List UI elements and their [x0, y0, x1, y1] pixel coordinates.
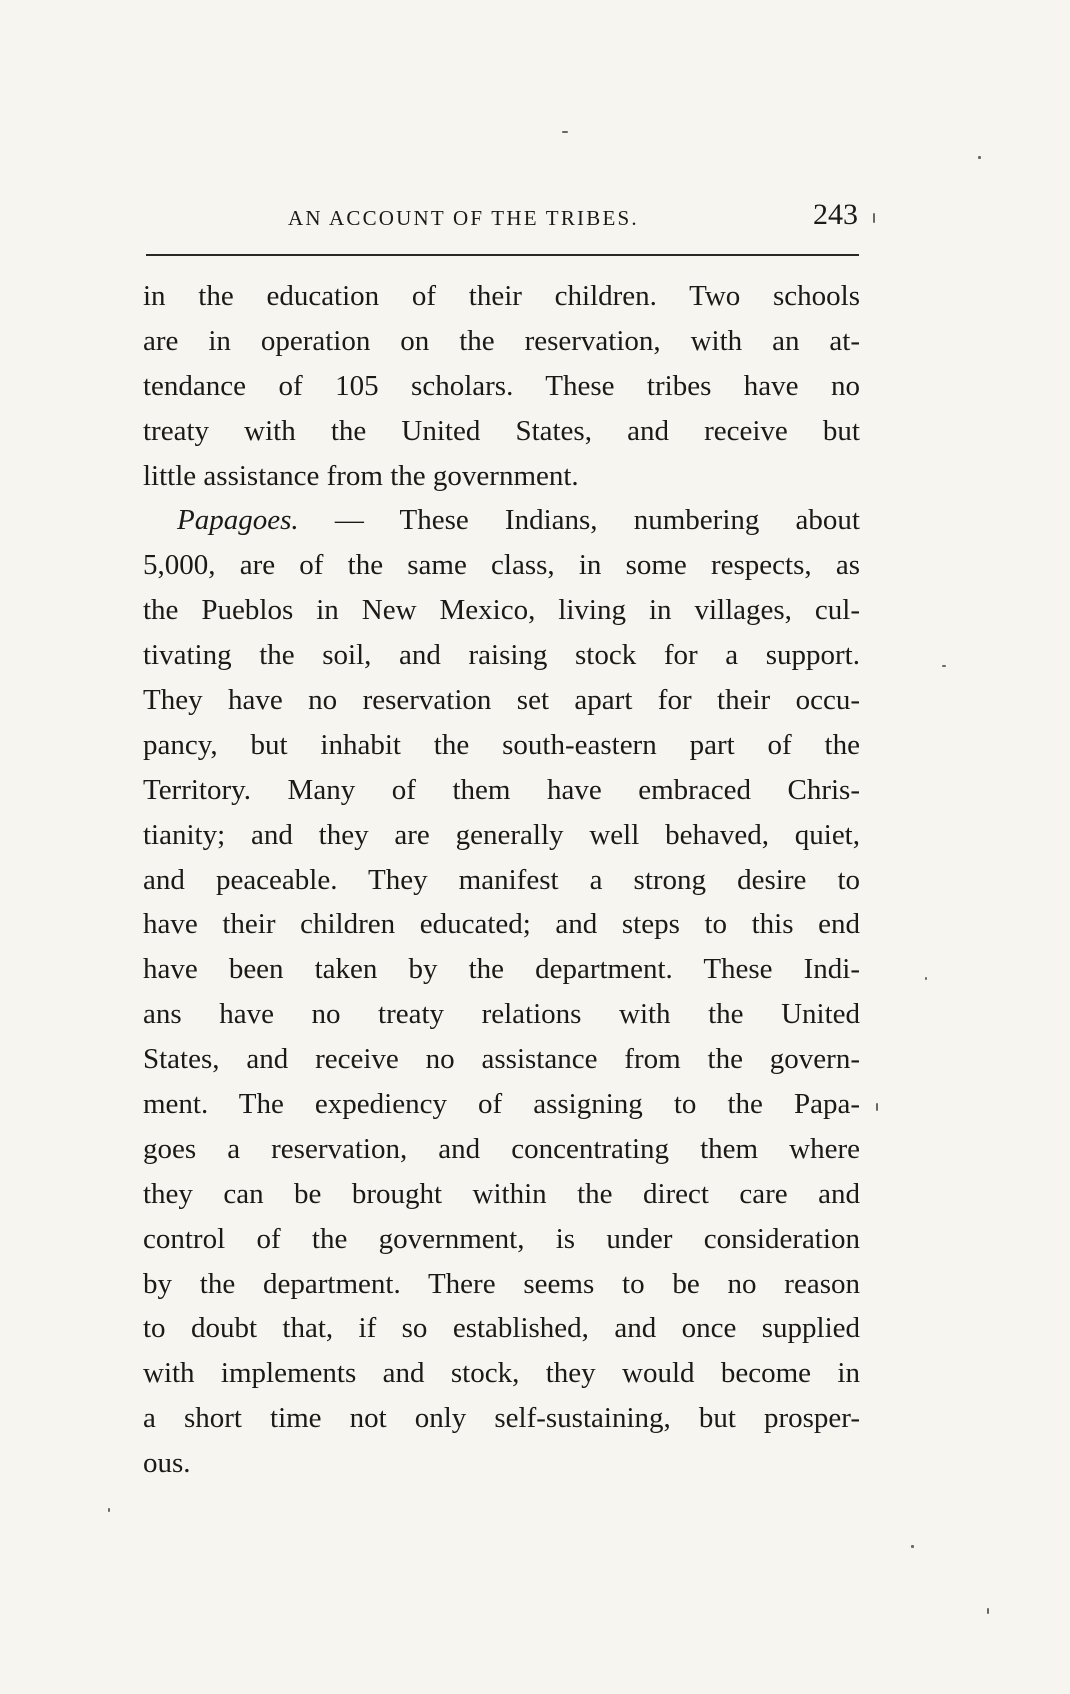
- paper-speck: [978, 156, 981, 159]
- paper-speck: [108, 1508, 110, 1512]
- text-line: have been taken by the department. These Indi-: [143, 953, 860, 986]
- text-line: Territory. Many of them have embraced Chris-: [143, 773, 860, 806]
- text-line: tivating the soil, and raising stock for a support.: [143, 639, 860, 672]
- text-line: tianity; and they are generally well behaved, quiet,: [143, 818, 860, 851]
- paper-speck: [562, 131, 568, 133]
- text-line: 5,000, are of the same class, in some respects, as: [143, 549, 860, 582]
- text-line: goes a reservation, and concentrating them where: [143, 1132, 860, 1165]
- text-line: in the education of their children. Two schools: [143, 280, 860, 312]
- section-opening-line: [143, 498, 860, 543]
- header-rule: [146, 254, 859, 256]
- page-number: 243: [813, 198, 858, 231]
- paper-speck: [911, 1545, 914, 1548]
- running-head: [143, 196, 860, 240]
- running-title: AN ACCOUNT OF THE TRIBES.: [288, 206, 639, 230]
- text-line: the Pueblos in New Mexico, living in villages, cul-: [143, 594, 860, 627]
- text-line: tendance of 105 scholars. These tribes have no: [143, 369, 860, 402]
- paper-speck: [987, 1608, 989, 1614]
- text-line: by the department. There seems to be no reason: [143, 1267, 860, 1300]
- text-line: pancy, but inhabit the south-eastern part of the: [143, 728, 860, 761]
- text-line: ans have no treaty relations with the United: [143, 998, 860, 1031]
- text-line: have their children educated; and steps to this end: [143, 908, 860, 941]
- paper-speck: [942, 665, 946, 667]
- text-line: are in operation on the reservation, with an at-: [143, 324, 860, 357]
- text-line: treaty with the United States, and receive but: [143, 414, 860, 447]
- paper-speck: [873, 213, 875, 223]
- text-line: control of the government, is under consideration: [143, 1222, 860, 1255]
- body-text: [143, 274, 860, 1486]
- text-line: they can be brought within the direct care and: [143, 1177, 860, 1210]
- text-line: with implements and stock, they would become in: [143, 1357, 860, 1390]
- text-line: little assistance from the government.: [143, 459, 579, 492]
- section-opening-text: — These Indians, numbering about: [298, 504, 860, 537]
- text-line: and peaceable. They manifest a strong desire to: [143, 863, 860, 896]
- text-line: They have no reservation set apart for their occu-: [143, 684, 860, 717]
- text-line: States, and receive no assistance from the govern-: [143, 1043, 860, 1076]
- paper-speck: [925, 977, 927, 980]
- paper-speck: [876, 1103, 878, 1111]
- text-line: ous.: [143, 1447, 191, 1480]
- text-line: to doubt that, if so established, and once supplied: [143, 1312, 860, 1345]
- section-heading: Papagoes.: [177, 504, 299, 537]
- text-line: a short time not only self-sustaining, but prosper-: [143, 1402, 860, 1435]
- text-line: ment. The expediency of assigning to the Papa-: [143, 1088, 860, 1121]
